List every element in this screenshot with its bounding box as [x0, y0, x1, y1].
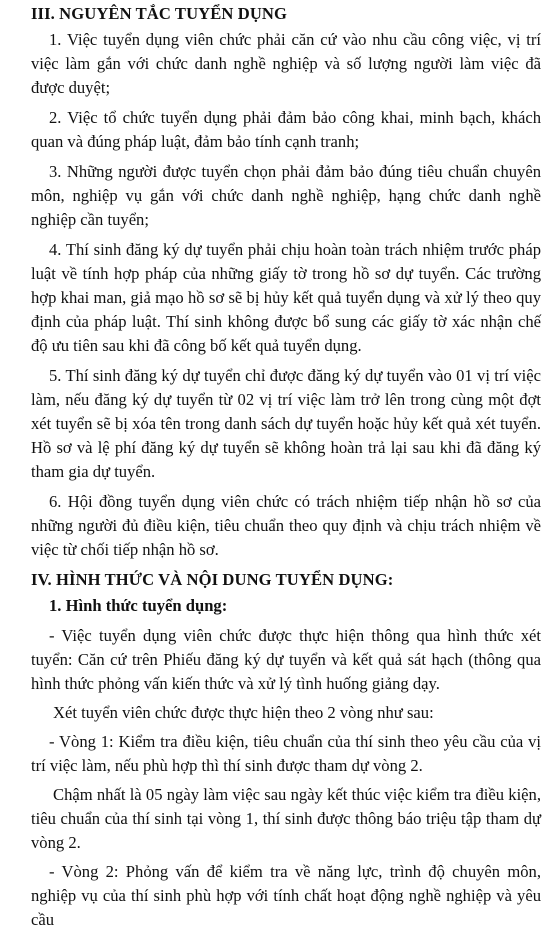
section-3-heading: III. NGUYÊN TẮC TUYỂN DỤNG	[31, 4, 288, 23]
section-3-item-6: 6. Hội đồng tuyển dụng viên chức có trách nhiệm tiếp nhận hồ sơ của những người đủ điều kiện, tiêu chuẩn theo quy định và chịu trách nhiệm về việc từ chối tiếp nhận hồ sơ.	[31, 492, 541, 559]
section-4-paragraph-2: Xét tuyển viên chức được thực hiện theo 2 vòng như sau:	[53, 703, 434, 722]
section-3-item-1: 1. Việc tuyển dụng viên chức phải căn cứ vào nhu cầu công việc, vị trí việc làm gắn với chức danh nghề nghiệp và số lượng người làm việc đã được duyệt;	[31, 30, 541, 97]
section-4-paragraph-3: - Vòng 1: Kiểm tra điều kiện, tiêu chuẩn của thí sinh theo yêu cầu của vị trí việc làm, nếu phù hợp thì thí sinh được tham dự vòng 2.	[31, 732, 541, 775]
section-4-paragraph-4: Chậm nhất là 05 ngày làm việc sau ngày kết thúc việc kiểm tra điều kiện, tiêu chuẩn của thí sinh tại vòng 1, thí sinh được thông báo triệu tập tham dự vòng 2.	[31, 785, 541, 852]
section-4-paragraph-5: - Vòng 2: Phỏng vấn để kiểm tra về năng lực, trình độ chuyên môn, nghiệp vụ của thí sinh phù hợp với tính chất hoạt động nghề nghiệp và yêu cầu	[31, 862, 541, 929]
section-3-item-4: 4. Thí sinh đăng ký dự tuyển phải chịu hoàn toàn trách nhiệm trước pháp luật về tính hợp pháp của những giấy tờ trong hồ sơ dự tuyển. Các trường hợp khai man, giả mạo hồ sơ sẽ bị hủy kết quả tuyển dụng và xử lý theo quy định của pháp luật. Thí sinh không được bổ sung các giấy tờ xác nhận chế độ ưu tiên sau khi đã công bố kết quả tuyển dụng.	[31, 240, 541, 355]
section-3-item-3: 3. Những người được tuyển chọn phải đảm bảo đúng tiêu chuẩn chuyên môn, nghiệp vụ gắn với chức danh nghề nghiệp, hạng chức danh nghề nghiệp cần tuyển;	[31, 162, 541, 229]
section-4-heading: IV. HÌNH THỨC VÀ NỘI DUNG TUYỂN DỤNG:	[31, 570, 394, 589]
section-4-paragraph-1: - Việc tuyển dụng viên chức được thực hiện thông qua hình thức xét tuyển: Căn cứ trên Phiếu đăng ký dự tuyển và kết quả sát hạch (thông qua hình thức phỏng vấn kiến thức và xử lý tình huống giảng dạy.	[31, 626, 541, 693]
section-3-item-5: 5. Thí sinh đăng ký dự tuyển chỉ được đăng ký dự tuyển vào 01 vị trí việc làm, nếu đăng ký dự tuyển từ 02 vị trí việc làm trở lên trong cùng một đợt xét tuyển sẽ bị xóa tên trong danh sách dự tuyển hoặc hủy kết quả xét tuyển. Hồ sơ và lệ phí đăng ký dự tuyển sẽ không hoàn trả lại sau khi đã đăng ký tham gia dự tuyển.	[31, 366, 541, 481]
section-3-item-2: 2. Việc tổ chức tuyển dụng phải đảm bảo công khai, minh bạch, khách quan và đúng pháp luật, đảm bảo tính cạnh tranh;	[31, 108, 541, 151]
section-4-subheading: 1. Hình thức tuyển dụng:	[49, 596, 228, 615]
